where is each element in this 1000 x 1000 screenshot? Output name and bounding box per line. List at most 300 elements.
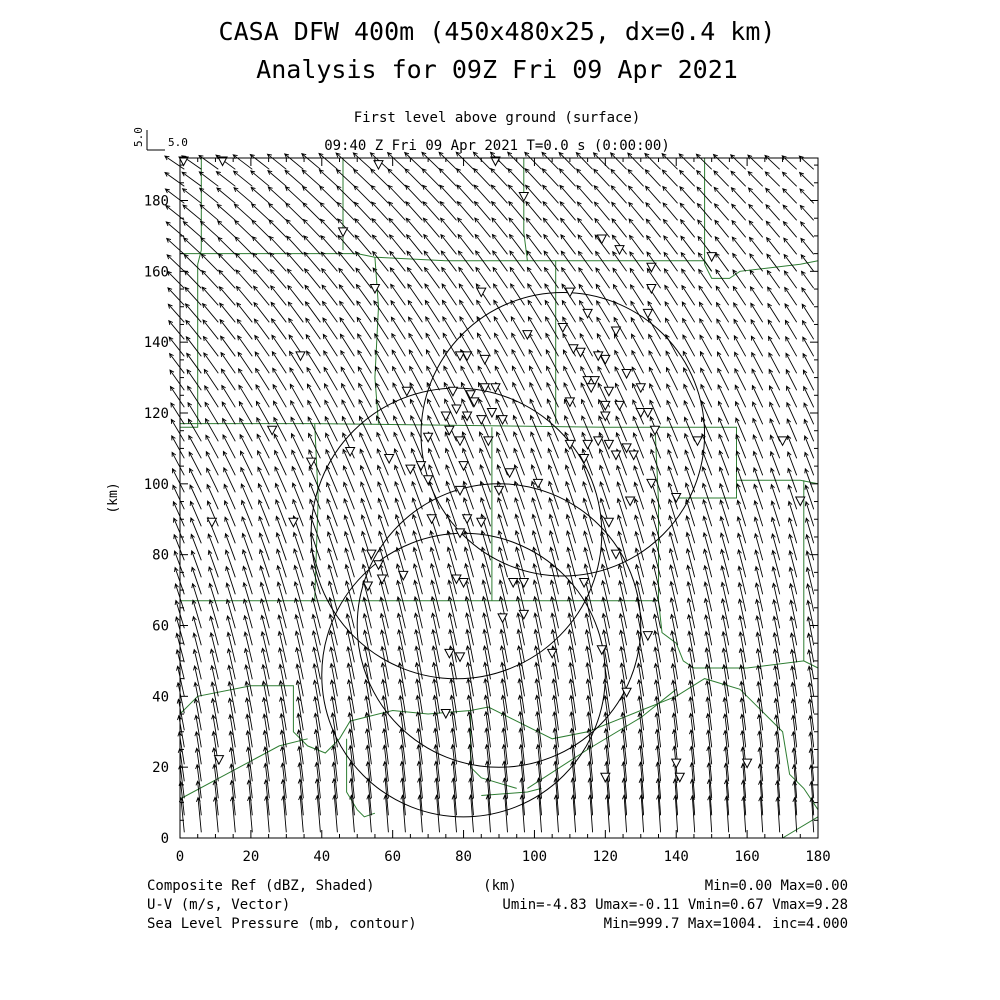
wind-vector [543, 185, 559, 203]
wind-vector [186, 304, 202, 322]
wind-vector [236, 254, 253, 272]
wind-vector [226, 567, 236, 595]
wind-vector [327, 483, 338, 510]
station-marker [459, 462, 468, 471]
wind-vector [241, 500, 252, 526]
wind-vector [492, 202, 508, 221]
wind-vector [323, 318, 338, 339]
wind-vector [783, 222, 796, 238]
wind-vector [304, 252, 320, 271]
station-marker [374, 561, 383, 570]
wind-vector [259, 500, 270, 526]
wind-vector [772, 567, 780, 594]
wind-vector [203, 337, 218, 357]
wind-vector [193, 617, 202, 646]
wind-vector [618, 515, 627, 543]
wind-vector [664, 269, 677, 289]
wind-vector [244, 616, 253, 646]
wind-vector [457, 202, 473, 221]
wind-vector [277, 549, 287, 577]
station-marker [424, 433, 433, 442]
wind-vector [720, 533, 728, 560]
wind-vector [320, 203, 337, 221]
wind-vector [288, 286, 303, 306]
wind-vector [439, 152, 456, 169]
boundary-line [524, 158, 528, 261]
wind-vector [357, 301, 372, 322]
wind-vector [184, 238, 202, 254]
wind-vector [716, 270, 729, 289]
wind-vector [783, 205, 797, 220]
wind-vector [687, 565, 695, 594]
station-marker [583, 440, 592, 449]
wind-vector [686, 516, 695, 543]
wind-vector [458, 235, 473, 255]
wind-vector [482, 580, 491, 611]
wind-vector [252, 204, 270, 220]
wind-vector [183, 205, 201, 220]
station-marker [611, 327, 620, 336]
wind-vector [738, 599, 745, 628]
wind-vector [319, 170, 337, 187]
wind-vector [652, 548, 660, 577]
wind-vector [618, 564, 626, 594]
wind-vector [243, 599, 252, 628]
y-tick-label: 140 [143, 335, 169, 352]
wind-vector [367, 795, 372, 832]
wind-vector [766, 188, 780, 203]
wind-vector [169, 337, 184, 356]
wind-vector [600, 482, 610, 509]
wind-vector [344, 499, 355, 527]
wind-vector [218, 237, 235, 254]
wind-vector [220, 303, 236, 322]
wind-vector [750, 237, 763, 254]
wind-vector [422, 152, 440, 169]
wind-vector [494, 284, 508, 305]
wind-vector [201, 254, 218, 271]
station-marker [477, 288, 486, 297]
wind-vector [584, 581, 592, 612]
wind-vector [270, 237, 287, 255]
wind-vector [465, 580, 474, 611]
wind-vector [496, 432, 507, 458]
wind-vector [286, 220, 303, 238]
wind-vector [720, 517, 729, 544]
wind-vector [326, 466, 337, 492]
wind-vector [734, 303, 746, 322]
wind-vector [412, 482, 423, 510]
wind-vector [200, 205, 218, 221]
wind-vector [360, 449, 371, 475]
wind-vector [686, 549, 694, 577]
wind-vector [413, 564, 422, 594]
wind-vector [186, 320, 201, 339]
wind-vector [646, 219, 660, 237]
wind-vector [715, 237, 729, 255]
wind-vector [167, 255, 184, 271]
wind-vector [377, 449, 388, 475]
wind-vector [801, 238, 814, 254]
wind-vector [682, 286, 695, 306]
wind-vector [354, 186, 371, 203]
wind-vector [441, 218, 457, 237]
wind-vector [686, 533, 695, 561]
wind-vector [303, 187, 321, 204]
wind-vector [602, 581, 610, 612]
wind-vector [628, 170, 644, 187]
wind-vector [482, 564, 491, 595]
wind-vector [669, 499, 678, 526]
wind-vector [327, 499, 338, 526]
wind-vector [542, 152, 559, 169]
wind-vector [201, 238, 218, 255]
wind-vector [699, 269, 712, 288]
wind-vector [630, 252, 644, 271]
wind-vector [269, 204, 287, 221]
boundary-line [375, 257, 379, 423]
wind-vector [457, 185, 474, 203]
wind-vector [802, 304, 814, 322]
wind-vector [303, 220, 320, 238]
wind-vector [265, 796, 270, 832]
wind-vector [639, 795, 643, 832]
wind-vector [371, 169, 389, 186]
y-tick-labels [144, 194, 169, 848]
wind-vector [800, 173, 814, 187]
station-marker [487, 409, 496, 418]
wind-vector [184, 255, 201, 272]
wind-vector [751, 303, 763, 322]
level-label: First level above ground (surface) [353, 110, 641, 126]
wind-vector [767, 238, 780, 255]
wind-vector [784, 255, 797, 272]
wind-vector [662, 154, 678, 170]
wind-vector [322, 269, 338, 289]
station-marker [456, 486, 465, 495]
wind-vector [285, 170, 303, 186]
wind-vector [355, 219, 372, 238]
wind-vector [464, 547, 473, 577]
footer-field1-stats: Min=0.00 Max=0.00 [704, 878, 848, 894]
wind-vector [286, 203, 303, 220]
wind-vector [601, 548, 610, 578]
wind-vector [378, 482, 389, 509]
wind-vector [441, 235, 457, 255]
wind-vector [275, 483, 286, 509]
wind-vector [549, 531, 558, 560]
wind-vector [559, 153, 576, 170]
wind-vector [236, 270, 252, 288]
wind-vector [295, 615, 303, 646]
wind-vector [542, 169, 558, 187]
wind-vector [235, 221, 253, 238]
wind-vector [339, 252, 355, 271]
wind-vector [304, 236, 321, 254]
wind-vector [269, 220, 286, 237]
station-marker [370, 285, 379, 294]
wind-vector [448, 580, 457, 611]
wind-vector [611, 186, 626, 203]
wind-vector [750, 270, 763, 288]
wind-vector [634, 482, 644, 509]
wind-vector [278, 615, 287, 645]
wind-vector [294, 549, 304, 577]
station-marker [647, 479, 656, 488]
footer-field3-stats: Min=999.7 Max=1004. inc=4.000 [603, 916, 848, 932]
wind-vector [596, 252, 610, 272]
wind-vector [548, 465, 558, 492]
station-marker [296, 352, 305, 361]
wind-vector [768, 320, 780, 339]
wind-vector [321, 236, 338, 255]
wind-vector [294, 582, 303, 611]
station-marker [611, 550, 620, 559]
station-marker [643, 409, 652, 418]
wind-vector [312, 598, 321, 628]
wind-vector [328, 581, 337, 611]
wind-vector [346, 598, 355, 629]
wind-vector [803, 337, 814, 356]
y-tick-label: 40 [152, 689, 169, 706]
wind-vector [380, 597, 389, 628]
wind-vector [571, 795, 575, 832]
wind-vector [578, 218, 593, 237]
wind-vector [716, 253, 729, 271]
wind-vector [703, 500, 712, 527]
wind-vector [251, 171, 269, 186]
wind-vector [261, 615, 270, 645]
wind-vector [527, 235, 542, 255]
wind-vector [171, 403, 184, 424]
wind-vector [227, 616, 236, 645]
wind-vector [611, 153, 627, 169]
wind-vector [424, 235, 440, 255]
y-tick-label: 120 [143, 406, 169, 422]
wind-vector [425, 284, 440, 305]
wind-vector [219, 287, 235, 306]
wind-vector [802, 271, 814, 288]
wind-vector [611, 169, 627, 186]
wind-vector [696, 154, 711, 169]
wind-vector [605, 795, 609, 832]
wind-vector [732, 237, 745, 254]
wind-vector [525, 169, 541, 187]
station-marker [594, 437, 603, 446]
wind-vectors [165, 152, 814, 832]
wind-vector [531, 449, 542, 476]
wind-vector [588, 795, 592, 832]
wind-vector [703, 533, 712, 561]
x-tick-label: 80 [455, 849, 472, 865]
station-marker [339, 228, 348, 237]
wind-vector [430, 564, 439, 595]
wind-vector [260, 599, 269, 628]
x-tick-label: 120 [592, 849, 618, 865]
wind-vector [749, 188, 763, 203]
wind-vector [201, 221, 219, 237]
wind-vector [225, 517, 236, 543]
wind-vector [560, 185, 576, 203]
wind-vector [395, 465, 406, 492]
wind-vector [549, 498, 559, 526]
station-marker [565, 440, 574, 449]
wind-vector [717, 303, 729, 323]
footer-field1: Composite Ref (dBZ, Shaded) [147, 878, 375, 894]
wind-vector [731, 155, 746, 170]
wind-vector [548, 449, 559, 476]
wind-vector [406, 202, 423, 221]
wind-vector [492, 235, 507, 255]
wind-vector [200, 188, 219, 203]
wind-vector [785, 287, 797, 305]
wind-vector [533, 564, 542, 595]
wind-vector [731, 188, 745, 204]
wind-vector [203, 320, 218, 339]
wind-vector [703, 516, 712, 543]
wind-vector [446, 482, 457, 510]
wind-vector [384, 795, 389, 832]
wind-vector [652, 565, 660, 594]
wind-vector [186, 337, 201, 357]
wind-vector [721, 566, 729, 594]
station-marker [558, 324, 567, 333]
wind-vector [530, 416, 541, 442]
wind-vector [270, 269, 286, 288]
wind-vector [687, 582, 695, 611]
wind-vector [219, 254, 236, 271]
wind-vector [170, 354, 185, 374]
wind-vector [537, 795, 541, 832]
wind-vector [389, 218, 405, 237]
wind-vector [445, 449, 456, 476]
wind-vector [733, 254, 746, 272]
wind-vector [543, 218, 558, 237]
wind-vector [515, 514, 525, 543]
wind-vector [311, 582, 320, 612]
wind-vector [361, 499, 372, 527]
wind-vector [768, 304, 780, 323]
station-marker [452, 405, 461, 414]
wind-vector [646, 203, 661, 221]
wind-vector [749, 205, 763, 221]
wind-vector [255, 352, 269, 373]
wind-vector [457, 169, 474, 187]
station-marker [402, 387, 411, 396]
wind-vector [766, 205, 780, 221]
wind-vector [199, 155, 218, 169]
wind-vector [292, 483, 303, 509]
wind-vector [738, 550, 746, 578]
wind-vector [492, 218, 508, 237]
station-marker [615, 401, 624, 410]
wind-vector [268, 171, 286, 187]
wind-vector [755, 583, 763, 611]
wind-vector [260, 566, 270, 594]
wind-vector [328, 548, 338, 577]
wind-vector [653, 581, 661, 611]
wind-vector [714, 187, 729, 203]
wind-vector [350, 795, 355, 832]
wind-vector [277, 582, 286, 611]
wind-vector [669, 532, 678, 560]
wind-vector [670, 565, 678, 594]
station-marker [441, 710, 450, 719]
wind-vector [756, 600, 763, 629]
wind-vector [499, 564, 508, 595]
wind-vector [498, 531, 507, 561]
wind-vector [423, 202, 440, 221]
wind-vector [670, 582, 678, 612]
wind-vector [526, 218, 541, 237]
station-marker [477, 416, 486, 425]
wind-vector [363, 597, 372, 628]
wind-vector [361, 515, 371, 543]
wind-vector [185, 271, 202, 288]
wind-vector [251, 187, 269, 203]
wind-vector [259, 550, 269, 578]
wind-vector [704, 599, 712, 629]
wind-vector [339, 268, 355, 288]
wind-vector [395, 482, 406, 510]
wind-vector [652, 516, 661, 544]
wind-vector [785, 304, 797, 322]
wind-vector [669, 549, 677, 578]
wind-vector [464, 531, 474, 561]
footer-field2-stats: Umin=-4.83 Umax=-0.11 Vmin=0.67 Vmax=9.28 [502, 897, 848, 913]
wind-vector [278, 599, 287, 629]
station-marker [480, 384, 489, 393]
y-tick-label: 100 [143, 476, 169, 493]
wind-vector [583, 482, 593, 510]
wind-vector [784, 271, 796, 288]
station-marker [587, 384, 596, 393]
wind-vector [372, 219, 388, 238]
station-marker [456, 653, 465, 662]
wind-vector [514, 465, 524, 492]
wind-vector [191, 551, 201, 578]
footer-field2: U-V (m/s, Vector) [147, 897, 291, 913]
wind-vector [408, 301, 422, 323]
wind-vector [503, 795, 507, 832]
x-tick-label: 60 [384, 849, 402, 865]
wind-vector [293, 533, 303, 561]
wind-vector [321, 252, 337, 271]
station-marker [604, 518, 613, 527]
wind-vector [261, 632, 269, 663]
wind-vector [550, 580, 558, 611]
wind-vector [802, 288, 814, 306]
wind-vector [748, 172, 763, 187]
wind-vector [721, 599, 728, 628]
chart-title-line2: Analysis for 09Z Fri 09 Apr 2021 [256, 55, 738, 84]
wind-vector [193, 650, 201, 680]
wind-vector [578, 235, 593, 254]
station-marker [268, 426, 277, 435]
station-marker [626, 497, 635, 506]
time-label: 09:40 Z Fri 09 Apr 2021 T=0.0 s (0:00:00) [324, 138, 670, 154]
station-marker [675, 773, 684, 782]
wind-vector [622, 795, 626, 832]
wind-vector [406, 185, 423, 203]
wind-vector [193, 633, 201, 662]
wind-vector [733, 287, 745, 306]
wind-vector [442, 284, 456, 305]
wind-vector [738, 583, 746, 612]
wind-vector [514, 432, 525, 458]
wind-vector [566, 498, 576, 526]
wind-vector [390, 235, 406, 254]
